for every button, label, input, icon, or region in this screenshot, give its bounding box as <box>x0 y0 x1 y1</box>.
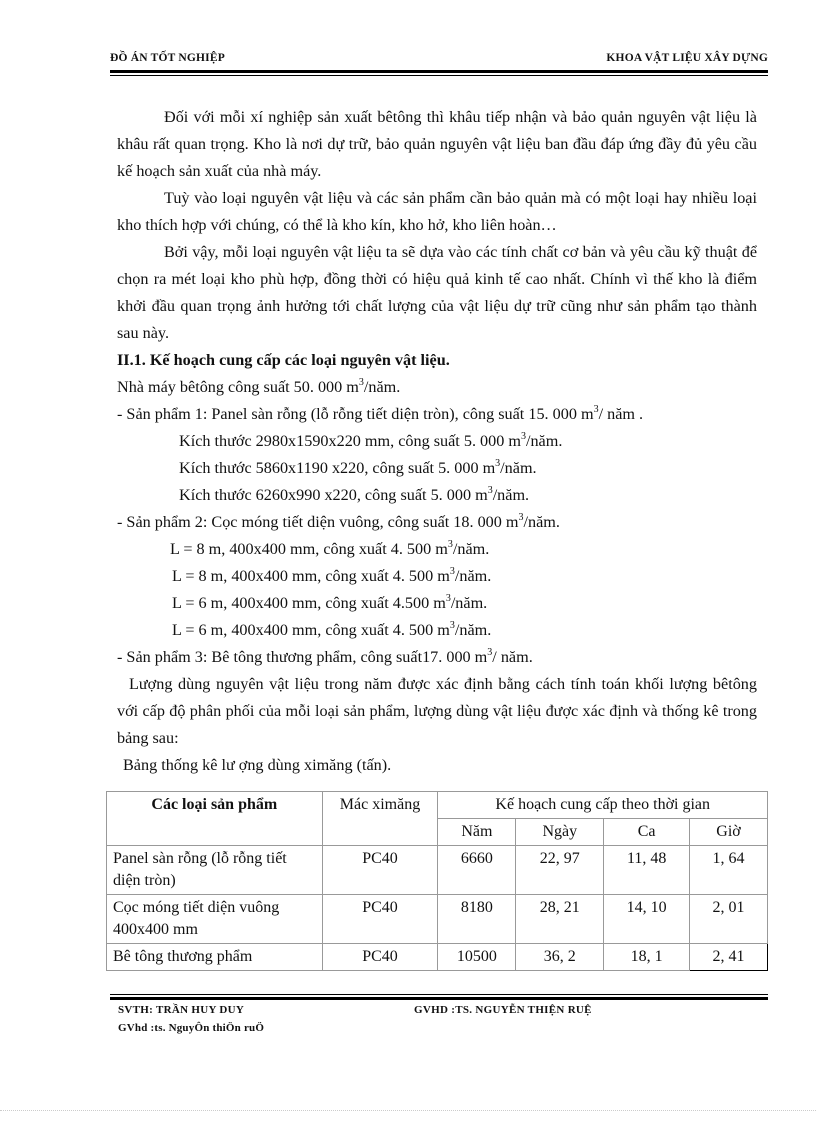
plant-capacity-unit: /năm. <box>363 378 401 396</box>
product-1-size-1 <box>117 428 757 455</box>
cell-shift: 11, 48 <box>604 846 690 895</box>
superscript: 3 <box>445 592 451 604</box>
product-1-size-1-text: Kích thước 2980x1590x220 mm, công suất 5. 000 m <box>179 432 521 450</box>
subheader-year: Năm <box>438 819 516 846</box>
table-row <box>107 846 768 895</box>
product-2-size-4 <box>117 617 757 644</box>
cell-shift: 18, 1 <box>604 944 690 971</box>
product-2-text: - Sản phẩm 2: Cọc móng tiết diện vuông, công suất 18. 000 m <box>117 513 519 531</box>
product-1-text: - Sản phẩm 1: Panel sàn rỗng (lỗ rỗng tiết diện tròn), công suất 15. 000 m <box>117 405 594 423</box>
superscript: 3 <box>487 646 493 658</box>
product-2-size-3 <box>117 590 757 617</box>
product-2-size-1 <box>117 536 757 563</box>
header-supply-plan: Kế hoạch cung cấp theo thời gian <box>438 792 768 819</box>
cell-year: 6660 <box>438 846 516 895</box>
footer-advisor: GVHD :TS. NGUYỄN THIỆN RUỆ <box>414 1004 592 1016</box>
page-edge-divider <box>0 1110 816 1111</box>
cement-usage-table <box>106 791 768 971</box>
cell-day: 36, 2 <box>516 944 604 971</box>
header-left-title: ĐỒ ÁN TỐT NGHIỆP <box>110 52 225 64</box>
table-row <box>107 895 768 944</box>
product-2-size-4-text: L = 6 m, 400x400 mm, công xuất 4. 500 m <box>172 621 450 639</box>
superscript: 3 <box>449 619 455 631</box>
subheader-shift: Ca <box>604 819 690 846</box>
cell-hour: 2, 41 <box>690 944 768 971</box>
page-header <box>110 52 768 72</box>
section-title: II.1. Kế hoạch cung cấp các loại nguyên vật liệu. <box>117 351 450 369</box>
product-2-size-4-unit: /năm. <box>454 621 492 639</box>
product-2-line <box>117 509 757 536</box>
cell-hour: 1, 64 <box>690 846 768 895</box>
paragraph-warehouse-selection: Bởi vậy, mỗi loại nguyên vật liệu ta sẽ dựa vào các tính chất cơ bản và yêu cầu kỹ thuật để chọn ra mét loại kho phù hợp, đồng thời có hiệu quả kinh tế cao nhất. Chính vì thế kho là điểm khởi đầu quan trọng ảnh hưởng tới chất lượng của vật liệu dự trữ cũng như sản phẩm tạo thành sau này. <box>117 243 757 342</box>
superscript: 3 <box>447 538 453 550</box>
product-2-size-3-unit: /năm. <box>450 594 488 612</box>
product-3-text: - Sản phẩm 3: Bê tông thương phẩm, công suất17. 000 m <box>117 648 488 666</box>
header-cement-grade: Mác ximăng <box>322 792 438 846</box>
product-2-size-1-unit: /năm. <box>452 540 490 558</box>
footer-advisor-legacy: GVhd :ts. NguyÔn thiÖn ruÖ <box>118 1022 265 1034</box>
product-1-size-1-unit: /năm. <box>525 432 563 450</box>
product-1-size-3 <box>117 482 757 509</box>
superscript: 3 <box>358 376 364 388</box>
table-header-row <box>107 792 768 819</box>
paragraph-material-usage: Lượng dùng nguyên vật liệu trong năm được xác định bằng cách tính toán khối lượng bêtông với cấp độ phân phối của mỗi loại sản phẩm, lượng dùng vật liệu được xác định và thống kê trong bảng sau: <box>117 675 757 747</box>
product-1-line <box>117 401 757 428</box>
product-2-size-2-unit: /năm. <box>454 567 492 585</box>
table-row <box>107 944 768 971</box>
subheader-day: Ngày <box>516 819 604 846</box>
header-rule-thick <box>110 70 768 73</box>
product-3-unit: / năm. <box>492 648 533 666</box>
footer-student: SVTH: TRẦN HUY DUY <box>118 1004 245 1016</box>
superscript: 3 <box>520 430 526 442</box>
superscript: 3 <box>495 457 501 469</box>
cell-grade: PC40 <box>322 846 438 895</box>
cell-hour: 2, 01 <box>690 895 768 944</box>
product-1-size-2 <box>117 455 757 482</box>
product-1-unit: / năm . <box>598 405 644 423</box>
product-1-size-2-unit: /năm. <box>500 459 537 477</box>
superscript: 3 <box>487 484 493 496</box>
cell-product: Bê tông thương phẩm <box>107 944 323 971</box>
product-2-size-1-text: L = 8 m, 400x400 mm, công xuất 4. 500 m <box>170 540 448 558</box>
product-2-size-2-text: L = 8 m, 400x400 mm, công xuất 4. 500 m <box>172 567 450 585</box>
product-2-unit: /năm. <box>523 513 560 531</box>
superscript: 3 <box>449 565 455 577</box>
product-2-size-2 <box>117 563 757 590</box>
cell-product: Panel sàn rỗng (lỗ rỗng tiết diện tròn) <box>107 846 323 895</box>
cell-year: 8180 <box>438 895 516 944</box>
plant-capacity-line <box>117 374 757 401</box>
superscript: 3 <box>593 403 599 415</box>
product-1-size-3-unit: /năm. <box>492 486 530 504</box>
superscript: 3 <box>518 511 524 523</box>
cell-grade: PC40 <box>322 944 438 971</box>
cell-day: 28, 21 <box>516 895 604 944</box>
header-product: Các loại sản phẩm <box>107 792 323 846</box>
product-2-size-3-text: L = 6 m, 400x400 mm, công xuất 4.500 m <box>172 594 446 612</box>
subheader-hour: Giờ <box>690 819 768 846</box>
header-right-title: KHOA VẬT LIỆU XÂY DỰNG <box>606 52 768 64</box>
document-body <box>117 104 757 779</box>
footer-rule-thick <box>110 997 768 1000</box>
paragraph-warehouse-importance: Đối với mỗi xí nghiệp sản xuất bêtông thì khâu tiếp nhận và bảo quản nguyên vật liệu là khâu rất quan trọng. Kho là nơi dự trữ, bảo quản nguyên vật liệu ban đầu đáp ứng đầy đủ yêu cầu kế hoạch sản xuất của nhà máy. <box>117 108 757 180</box>
plant-capacity-text: Nhà máy bêtông công suất 50. 000 m <box>117 378 359 396</box>
product-1-size-2-text: Kích thước 5860x1190 x220, công suất 5. 000 m <box>179 459 496 477</box>
footer-rule-thin <box>110 994 768 995</box>
product-3-line <box>117 644 757 671</box>
cell-day: 22, 97 <box>516 846 604 895</box>
product-1-size-3-text: Kích thước 6260x990 x220, công suất 5. 000 m <box>179 486 488 504</box>
cell-product: Cọc móng tiết diện vuông 400x400 mm <box>107 895 323 944</box>
cell-grade: PC40 <box>322 895 438 944</box>
table-caption: Bảng thống kê lư ợng dùng ximăng (tấn). <box>123 756 392 774</box>
paragraph-warehouse-types: Tuỳ vào loại nguyên vật liệu và các sản phẩm cần bảo quản mà có một loại hay nhiều loại kho thích hợp với chúng, có thể là kho kín, kho hở, kho liên hoàn… <box>117 189 757 234</box>
cell-shift: 14, 10 <box>604 895 690 944</box>
cell-year: 10500 <box>438 944 516 971</box>
header-rule-thin <box>110 75 768 76</box>
